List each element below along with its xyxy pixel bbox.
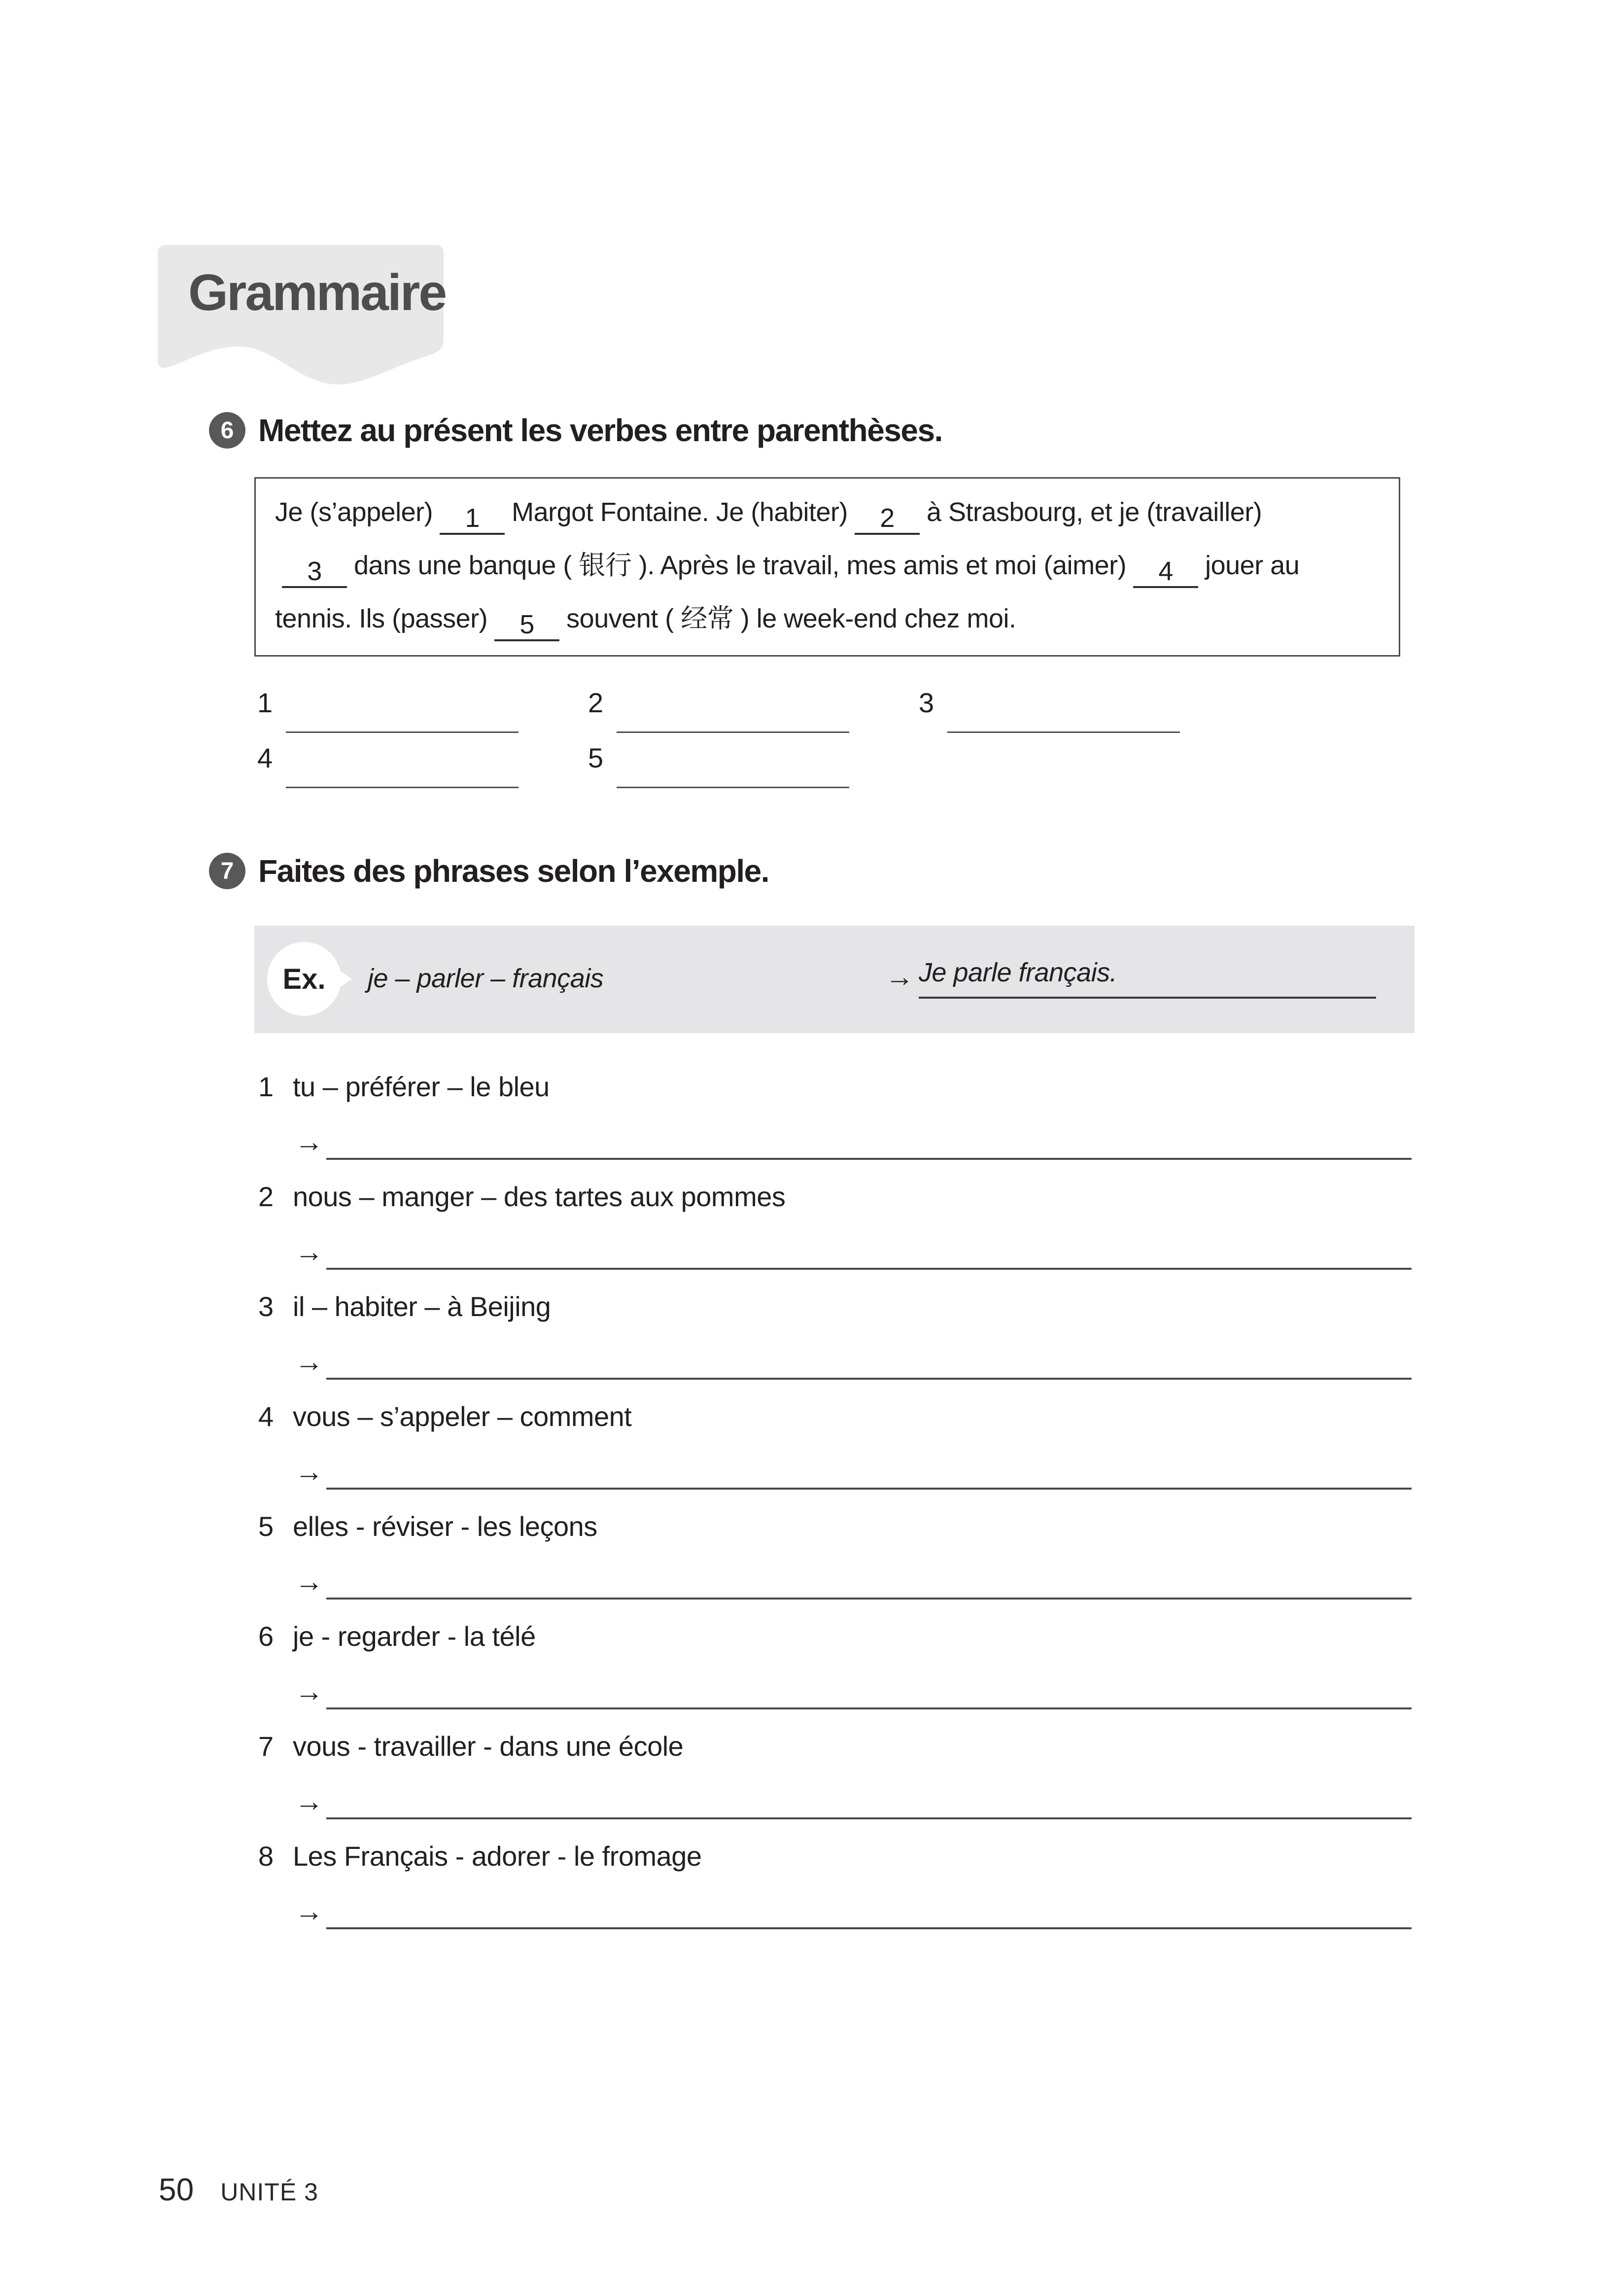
item-phrase: vous – s’appeler – comment — [293, 1401, 632, 1432]
item-write-line — [326, 1378, 1412, 1380]
item-write-line — [326, 1488, 1412, 1490]
item-number: 8 — [258, 1841, 274, 1872]
passage-text: tennis. Ils (passer) — [275, 604, 488, 633]
exercise7-item — [0, 1402, 1624, 1512]
passage-line — [275, 592, 1387, 645]
item-phrase: il – habiter – à Beijing — [293, 1291, 551, 1322]
exercise6-title: Mettez au présent les verbes entre parenthèses. — [258, 413, 942, 448]
grammaire-section-tab — [157, 244, 445, 387]
item-number: 4 — [258, 1401, 274, 1432]
item-phrase: je - regarder - la télé — [293, 1621, 536, 1652]
exercise7-item — [0, 1512, 1624, 1622]
answer-write-line — [286, 787, 518, 788]
exercise6-number-badge: 6 — [209, 412, 245, 449]
item-phrase: nous – manger – des tartes aux pommes — [293, 1181, 786, 1212]
item-arrow-icon: → — [295, 1565, 323, 1598]
exercise7-item — [0, 1732, 1624, 1842]
answer-slot — [257, 744, 533, 794]
answer-slot-number: 2 — [588, 687, 604, 718]
item-write-line — [326, 1817, 1412, 1819]
answer-write-line — [617, 731, 849, 733]
item-write-line — [326, 1927, 1412, 1929]
item-phrase: elles - réviser - les leçons — [293, 1511, 597, 1542]
exercise6-answer-slots — [257, 689, 1440, 807]
answer-slot — [919, 689, 1195, 738]
exercise7-number-badge: 7 — [209, 853, 245, 889]
passage-text: jouer au — [1205, 551, 1300, 580]
item-number: 7 — [258, 1731, 274, 1762]
answer-slot-number: 3 — [919, 687, 934, 718]
passage-text: dans une banque ( 银行 ). Après le travail, mes amis et moi (aimer) — [354, 551, 1127, 580]
answer-slot — [588, 689, 864, 738]
exercise6-passage-box — [254, 477, 1400, 657]
exercise7-example-box — [254, 926, 1415, 1033]
page-footer — [159, 2171, 318, 2208]
item-arrow-icon: → — [295, 1236, 323, 1268]
passage-text: à Strasbourg, et je (travailler) — [926, 497, 1262, 527]
unit-label: UNITÉ 3 — [220, 2178, 318, 2206]
exercise7-item — [0, 1292, 1624, 1402]
passage-text: Margot Fontaine. Je (habiter) — [512, 497, 848, 527]
answer-write-line — [947, 731, 1180, 733]
item-number: 3 — [258, 1291, 274, 1322]
item-number: 6 — [258, 1621, 274, 1652]
item-arrow-icon: → — [295, 1456, 323, 1488]
item-write-line — [326, 1158, 1412, 1160]
item-arrow-icon: → — [295, 1895, 323, 1927]
passage-text: souvent ( 经常 ) le week-end chez moi. — [566, 604, 1016, 633]
exercise6-header — [209, 412, 942, 449]
exercise7-item — [0, 1072, 1624, 1182]
item-write-line — [326, 1598, 1412, 1600]
exercise7-item — [0, 1182, 1624, 1292]
answer-slot — [257, 689, 533, 738]
answer-slot-number: 4 — [257, 742, 273, 773]
answer-slot — [588, 744, 864, 794]
exercise7-header — [209, 853, 769, 889]
answer-slot-number: 5 — [588, 742, 604, 773]
passage-line — [275, 486, 1387, 539]
item-number: 2 — [258, 1181, 274, 1212]
item-phrase: tu – préférer – le bleu — [293, 1071, 550, 1102]
section-title: Grammaire — [188, 264, 446, 321]
passage-blank: 1 — [440, 503, 505, 535]
page-number: 50 — [159, 2172, 194, 2207]
passage-text: Je (s’appeler) — [275, 497, 433, 527]
example-answer: Je parle français. — [919, 957, 1376, 999]
example-prompt: je – parler – français — [368, 964, 604, 993]
item-arrow-icon: → — [295, 1346, 323, 1378]
item-phrase: vous - travailler - dans une école — [293, 1731, 684, 1762]
exercise7-title: Faites des phrases selon l’exemple. — [258, 853, 769, 889]
answer-write-line — [617, 787, 849, 788]
item-write-line — [326, 1268, 1412, 1270]
item-arrow-icon: → — [295, 1126, 323, 1158]
exercise7-item — [0, 1622, 1624, 1732]
answer-slot-number: 1 — [257, 687, 273, 718]
example-label-bubble: Ex. — [267, 942, 341, 1016]
passage-blank: 3 — [282, 557, 347, 588]
item-number: 1 — [258, 1071, 274, 1102]
passage-blank: 2 — [855, 503, 920, 535]
item-phrase: Les Français - adorer - le fromage — [293, 1841, 702, 1872]
passage-line — [275, 539, 1387, 592]
item-write-line — [326, 1707, 1412, 1709]
answer-write-line — [286, 731, 518, 733]
item-arrow-icon: → — [295, 1785, 323, 1817]
item-arrow-icon: → — [295, 1675, 323, 1707]
exercise7-item — [0, 1842, 1624, 1951]
passage-blank: 5 — [494, 610, 559, 641]
passage-blank: 4 — [1133, 557, 1198, 588]
example-arrow-icon: → — [885, 961, 914, 993]
item-number: 5 — [258, 1511, 274, 1542]
